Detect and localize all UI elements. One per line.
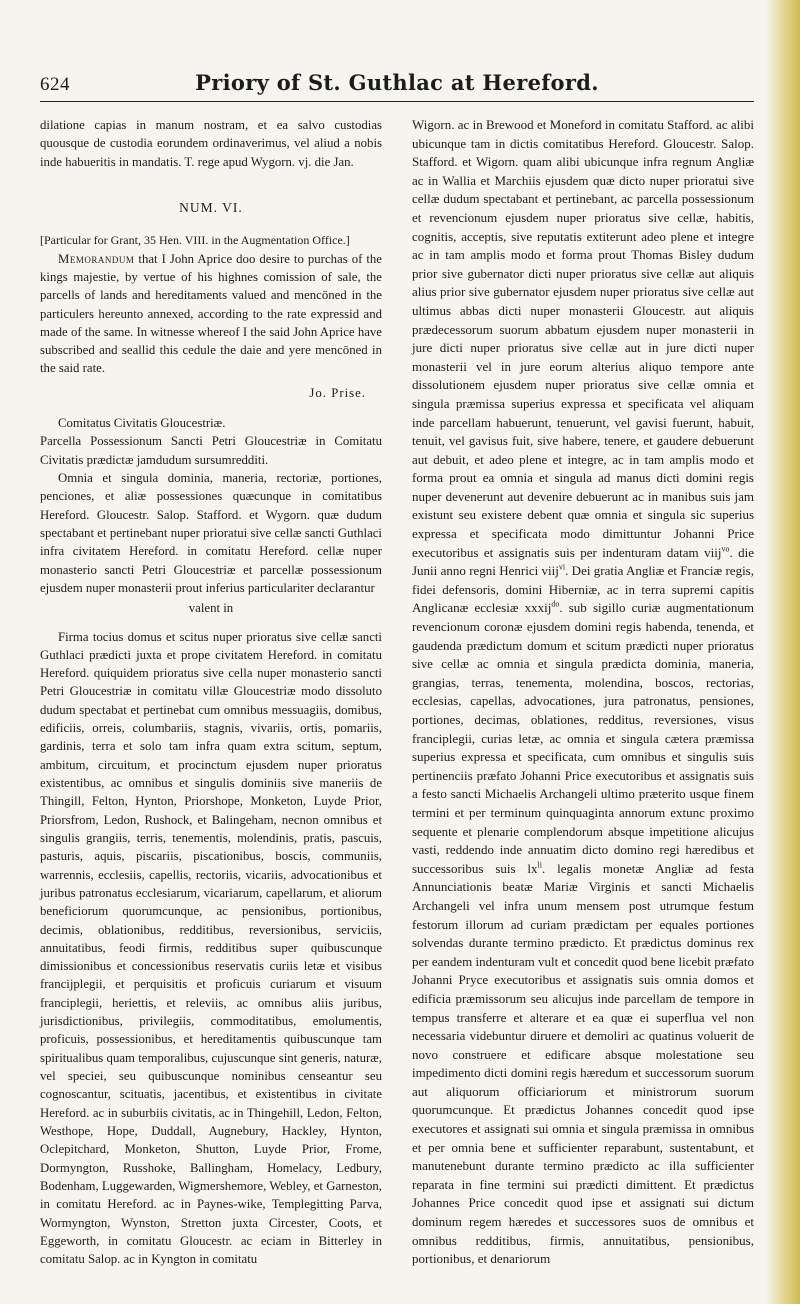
comitatus-heading: Comitatus Civitatis Gloucestriæ. bbox=[58, 416, 226, 431]
header-rule bbox=[40, 101, 754, 102]
left-column bbox=[40, 116, 382, 1268]
superscript: vo bbox=[721, 544, 730, 554]
page-number: 624 bbox=[40, 74, 70, 95]
paragraph: Firma tocius domus et scitus nuper prioratus sive cellæ sancti Guthlaci prædicti juxta et prope civitatem Hereford. in comitatu Hereford. quiquidem prioratus sive cella nuper monasterio sancti Petri Gloucestriæ in comitatu villæ Gloucestriæ modo dissoluto dudum spectabat et pertinebat cum omnibus messuagiis, domibus, edificiis, orreis, columbariis, stagnis, vivariis, ortis, pomariis, gardinis, terra et solo tam infra quam extra scitum, septum, ambitum, circuitum, et procinctum ejusdem nuper prioratus existentibus, ac omnibus et singulis dominiis sive maneriis de Thingill, Felton, Hynton, Priorshope, Monketon, Luyde Prior, Priorsfrom, Ledon, Rushock, et Balingeham, necnon omnibus et singulis grangiis, terris, tenementis, molendinis, pratis, pascuis, pasturis, aquis, piscariis, piscationibus, boscis, communiis, warrennis, ecclesiis, capellis, rectoriis, vicariis, advocationibus et juribus patronatus ecclesiarum, vicariarum, capellarum, et aliorum beneficiorum quorumcunque, ac pensionibus, portionibus, decimis, oblationibus, redditibus, reversionibus, serviciis, annuitatibus, feodi firmis, redditibus super quibuscunque dimissionibus et concessionibus reservatis curiis letæ et visibus francijplegii, et perquisitis et proficuis curiarum et visuum franciplegii, heriettis, et releviis, ac omnibus aliis juribus, jurisdictionibus, privilegiis, commoditatibus, emolumentis, proficuis, possessionibus, et hereditamentis quibuscunque tam spiritualibus quam temporalibus, cujuscunque sint generis, naturæ, vel speciei, seu quibuscunque nominibus censeantur seu cognoscantur, scituatis, jacentibus, et existentibus in civitate Hereford. ac in suburbiis civitatis, ac in Thingehill, Ledon, Felton, Westhope, Hope, Duddall, Augnebury, Hackley, Hynton, Oclepitchard, Monketon, Shutton, Luyde Prior, Frome, Dormyngton, Russhoke, Ballingham, Homelacy, Ledbury, Bodenham, Luggewarden, Wigmershemore, Webley, et Garneston, in comitatu Hereford. ac in Paynes-wike, Templegitting Parva, Wormyngton, Wynston, Stretton juxta Circester, Coots, et Eggeworth, in comitatu Gloucestr. ac eciam in Bitterley in comitatu Salop. ac in Kyngton in comitatu bbox=[40, 629, 382, 1267]
text-run: Wigorn. ac in Brewood et Moneford in comitatu Stafford. ac alibi ubicunque tam in dictis comitatibus Hereford. Gloucestr. Salop. Stafford. et Wigorn. quam alibi ubicunque infra regnum Angliæ ac in Wallia et Marchiis ejusdem quæ dicto nuper prioratui sive cellæ dudum spectabant et pertinebant, ac parcella possessionum et revencionum ejusdem nuper prioratus sive cellæ, habitis, cognitis, acceptis, sive reputatis extiterunt adeo plene et integre ac in tam amplis modo et forma prout Thomas Bisley dudum prior sive gubernator dicti nuper prioratus sive cellæ aut aliquis alius prior sive gubernator ejusdem nuper prioratus sive cellæ aut ultimus abbas dicti nuper monasterii Gloucestr. aut aliquis prædecessorum suorum abbatum ejusdem nuper monasterii in jure dicti nuper prioratus sive cellæ aut in jure dicti nuper monasterii vel in jure eorum alterius aliquo tempore ante dissolutionem ejusdem nuper prioratus sive cellæ omnia et singula præmissa superius expressa et specificata vel aliquam inde parcellam habuerunt, tenuerunt, vel gavisi fuerunt, habuit, tenuit, vel gavisus fuit, sive habere, tenere, et gaudere debuerunt aut debuit, et adeo plene et integre, ac in tam amplis modo et forma prout ea omnia et singula ad manus dicti domini regis nuper devenerunt aut devenire debuerunt ac in manibus suis jam existunt seu existere debent quæ omnia et singula sic superius expressa et specificata modo dimittuntur Johanni Price executoribus et assignatis suis per indenturam datam viij bbox=[412, 117, 754, 560]
paragraph bbox=[412, 116, 754, 1269]
text-run: . legalis monetæ Angliæ ad festa Annunciationis beatæ Mariæ Virginis et sancti Michaelis Archangeli vel infra unum mensem post utrumque festum festorum illorum ad curiam prædictam per equales portiones solvendas durante termino prædicto. Et prædictus dominus rex per eandem indenturam vult et concedit quod bene licebit præfato Johanni Pryce executoribus et assignatis suis omnia domos et edificia præmissorum seu alicujus inde parcellam de tempore in tempus transferre et alterare et ea quæ ei superflua vel non necessaria videbuntur diruere et demoliri ac quatinus voluerit de novo construere et edificare absque molestatione seu impedimento dicti domini regis hæredum et successorum suorum aut aliquorum officiariorum et ministrorum suorum quorumcunque. Et prædictus Johannes concedit quod ipse executores et assignati sui omnia et singula præmissa in omnibus et per omnia bene et sufficienter reparabunt, sustentabunt, et manutenebunt durante termino prædicto ac illa sufficienter reparata in fine termini sui prædicti dimittent. Et prædictus Johannes Price concedit quod ipse et assignati sui dictum dominum regem hæredes et successores suos de omnibus et omnibus redditibus, firmis, annuitatibus, pensionibus, portionibus, et denariorum bbox=[412, 860, 754, 1267]
paragraph: Omnia et singula dominia, maneria, rectoriæ, portiones, penciones, et aliæ possessiones quæcunque in comitatibus Hereford. Gloucestr. Salop. Stafford. et Wygorn. quæ dudum spectabant et pertinebant nuper prioratui sive cellæ sancti Guthlaci infra civitatem Hereford. in comitatu Hereford. cellæ nuper monasterio sancti Petri Gloucestriæ et parcellæ possessionum ejusdem nuper monasterii prout inferius particulariter declarantur bbox=[40, 471, 382, 595]
right-column bbox=[412, 116, 754, 1269]
page-header bbox=[40, 72, 754, 102]
running-title: Priory of St. Guthlac at Hereford. bbox=[195, 70, 599, 95]
paragraph: dilatione capias in manum nostram, et ea salvo custodias quousque de custodia eorundem ordinaverimus, vel aliud a nobis inde habueritis in mandatis. T. rege apud Wygorn. vj. die Jan. bbox=[40, 118, 382, 169]
superscript: vi bbox=[558, 562, 566, 572]
parcella-heading: Parcella Possessionum Sancti Petri Gloucestriæ in Comitatu Civitatis prædictæ jamdudum sursumredditi. bbox=[40, 434, 382, 467]
memorandum-paragraph bbox=[40, 250, 382, 378]
text-run: . Dei gratia Angliæ et Franciæ regis, fidei defensoris, domini Hiberniæ, ac in terra supremi capitis Anglicanæ ecclesiæ xxxij bbox=[412, 563, 754, 616]
page-edge bbox=[766, 0, 800, 1304]
superscript: li bbox=[537, 860, 542, 870]
text-run: . die Junii anno regni Henrici viij bbox=[412, 544, 754, 579]
valent-line: valent in bbox=[188, 601, 234, 616]
text-run: . sub sigillo curiæ augmentationum revencionum coronæ ejusdem domini regis habenda, tenenda, et gaudenda prædictum domum et scitum prædicti nuper prioratus sive cellæ ac omnia et singula prædicta dominia, maneria, grangias, terras, tenementa, molendina, boscos, rectorias, ecclesias, capellas, advocationes, jura patronatus, pensiones, portiones, decimas, oblationes, redditus, reversiones, visus franciplegii, curias letæ, ac omnia et singula cætera præmissa superius expressa et specificata, cum omnibus et singulis suis pertinenciis præfato Johanni Price executoribus et assignatis suis a festo sancti Michaelis Archangeli ultimo præterito usque finem termini et per terminum quinquaginta annorum extunc proximo sequente et plenarie complendorum absque impetitione alicujus vasti, reddendo inde annuatim dicto domino regi hæredibus et successoribus suis lx bbox=[412, 600, 754, 876]
superscript: do bbox=[551, 600, 560, 610]
signature: Jo. Prise. bbox=[309, 385, 366, 400]
section-number: NUM. VI. bbox=[179, 199, 243, 215]
memorandum-body: that I John Aprice doo desire to purchas of the kings majestie, by vertue of his highnes comission of sale, the parcells of lands and hereditaments valued and mencōned in the particulers hereunto annexed, according to the rate expressid and made of the same. In witnesse whereof I the said John Aprice have subscribed and seallid this cedule the daie and yere mencōned in the said rate. bbox=[40, 251, 382, 376]
source-note: [Particular for Grant, 35 Hen. VIII. in the Augmentation Office.] bbox=[40, 233, 350, 248]
memorandum-lead: Memorandum bbox=[58, 251, 135, 266]
